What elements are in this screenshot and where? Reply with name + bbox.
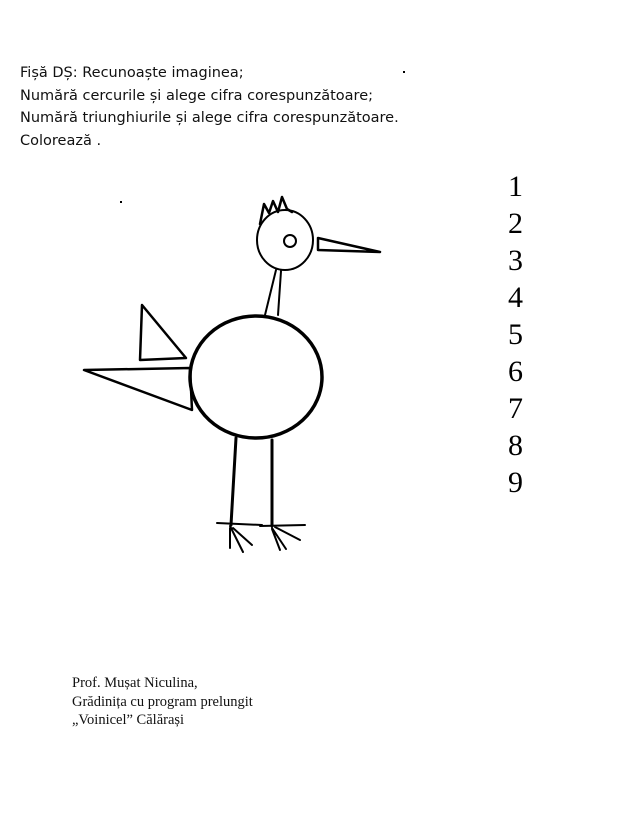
bird-leg-left bbox=[231, 438, 236, 525]
bird-body bbox=[190, 316, 322, 438]
digit-4: 4 bbox=[508, 281, 523, 314]
bird-foot-left bbox=[217, 523, 262, 552]
bird-neck bbox=[265, 270, 281, 315]
instruction-count-circles: Numără cercurile și alege cifra corespunzătoare; bbox=[20, 87, 374, 104]
digit-5: 5 bbox=[508, 318, 523, 351]
digit-8: 8 bbox=[508, 429, 523, 462]
author-name: Prof. Mușat Niculina, bbox=[72, 675, 198, 691]
bird-tail-lower bbox=[84, 368, 192, 410]
digit-6: 6 bbox=[508, 355, 523, 388]
instruction-color: Colorează . bbox=[20, 132, 102, 149]
digit-3: 3 bbox=[508, 244, 523, 277]
digit-2: 2 bbox=[508, 207, 523, 240]
bird-eye bbox=[284, 235, 296, 247]
instruction-count-triangles: Numără triunghiurile și alege cifra corespunzătoare. bbox=[20, 110, 399, 126]
author-location: „Voinicel” Călărași bbox=[72, 712, 185, 728]
digit-7: 7 bbox=[508, 392, 523, 425]
author-credit bbox=[72, 674, 253, 730]
author-institution: Grădinița cu program prelungit bbox=[72, 693, 253, 710]
instruction-title: Fișă DȘ: Recunoaște imaginea; bbox=[20, 65, 244, 81]
bird-beak bbox=[318, 238, 380, 252]
digit-9: 9 bbox=[508, 466, 523, 499]
bird-foot-right bbox=[260, 525, 305, 550]
bird-tail-upper bbox=[140, 305, 186, 360]
digit-choices bbox=[508, 168, 523, 501]
digit-1: 1 bbox=[508, 170, 523, 203]
